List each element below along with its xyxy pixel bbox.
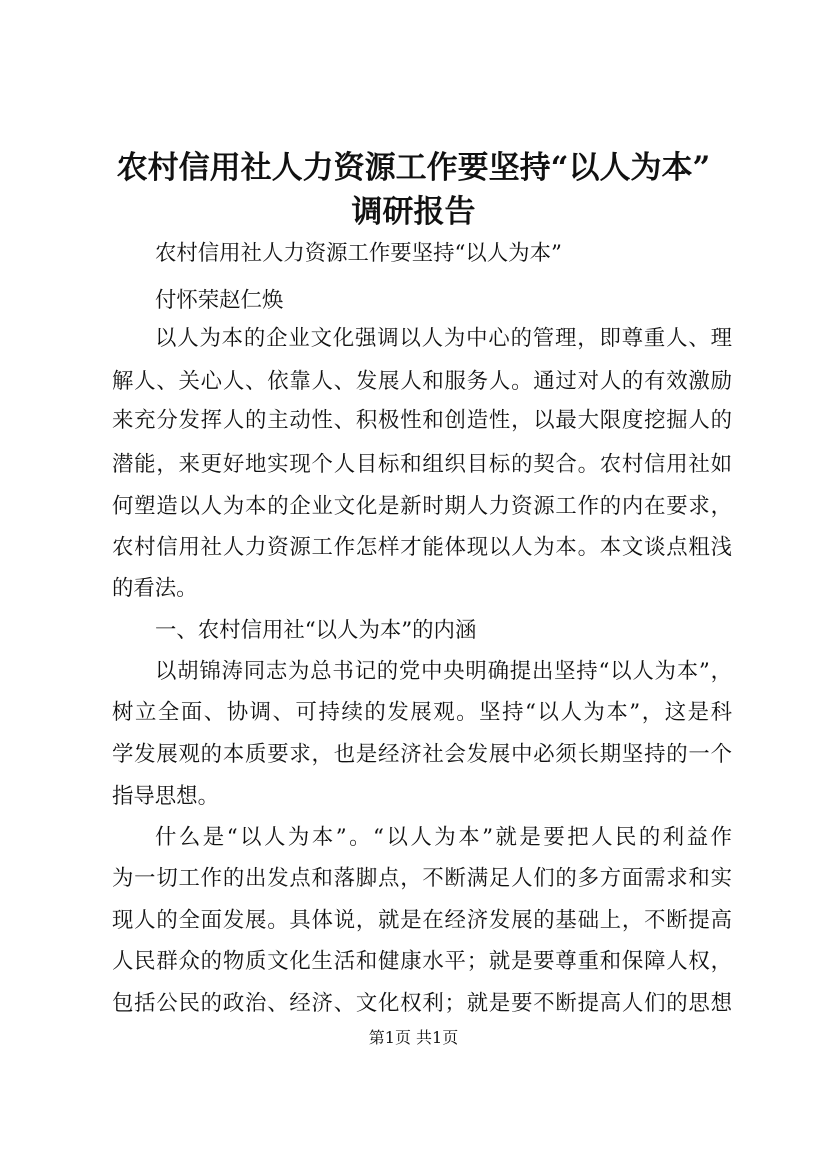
document-authors: 付怀荣赵仁焕 xyxy=(155,288,284,313)
paragraph-3-line: 人民群众的物质文化生活和健康水平；就是要尊重和保障人权， xyxy=(112,949,732,974)
paragraph-1-line: 以人为本的企业文化强调以人为中心的管理，即尊重人、理 xyxy=(155,326,732,351)
paragraph-1-line: 解人、关心人、依靠人、发展人和服务人。通过对人的有效激励 xyxy=(112,369,732,394)
paragraph-2-line: 以胡锦涛同志为总书记的党中央明确提出坚持“以人为本”， xyxy=(155,659,732,684)
document-title-line-2: 调研报告 xyxy=(351,194,476,230)
paragraph-1-line: 潜能，来更好地实现个人目标和组织目标的契合。农村信用社如 xyxy=(112,452,732,477)
paragraph-2-line: 树立全面、协调、可持续的发展观。坚持“以人为本”，这是科 xyxy=(112,700,732,725)
page-number-footer: 第1页 共1页 xyxy=(368,1028,459,1047)
paragraph-3-line: 现人的全面发展。具体说，就是在经济发展的基础上，不断提高 xyxy=(112,908,732,933)
document-title-line-1: 农村信用社人力资源工作要坚持“以人为本” xyxy=(116,150,711,186)
paragraph-3-line: 包括公民的政治、经济、文化权利；就是要不断提高人们的思想 xyxy=(112,991,732,1016)
paragraph-2-line: 指导思想。 xyxy=(112,784,219,809)
section-1-heading: 一、农村信用社“以人为本”的内涵 xyxy=(155,618,477,643)
document-subtitle: 农村信用社人力资源工作要坚持“以人为本” xyxy=(155,241,562,266)
paragraph-1-line: 何塑造以人为本的企业文化是新时期人力资源工作的内在要求， xyxy=(112,494,732,519)
paragraph-1-line: 的看法。 xyxy=(112,576,198,601)
paragraph-2-line: 学发展观的本质要求，也是经济社会发展中必须长期坚持的一个 xyxy=(112,742,732,767)
paragraph-3-line: 什么是“以人为本”。“以人为本”就是要把人民的利益作 xyxy=(155,825,732,850)
paragraph-1-line: 农村信用社人力资源工作怎样才能体现以人为本。本文谈点粗浅 xyxy=(112,535,732,560)
paragraph-3-line: 为一切工作的出发点和落脚点，不断满足人们的多方面需求和实 xyxy=(112,866,732,891)
paragraph-1-line: 来充分发挥人的主动性、积极性和创造性，以最大限度挖掘人的 xyxy=(112,408,732,433)
